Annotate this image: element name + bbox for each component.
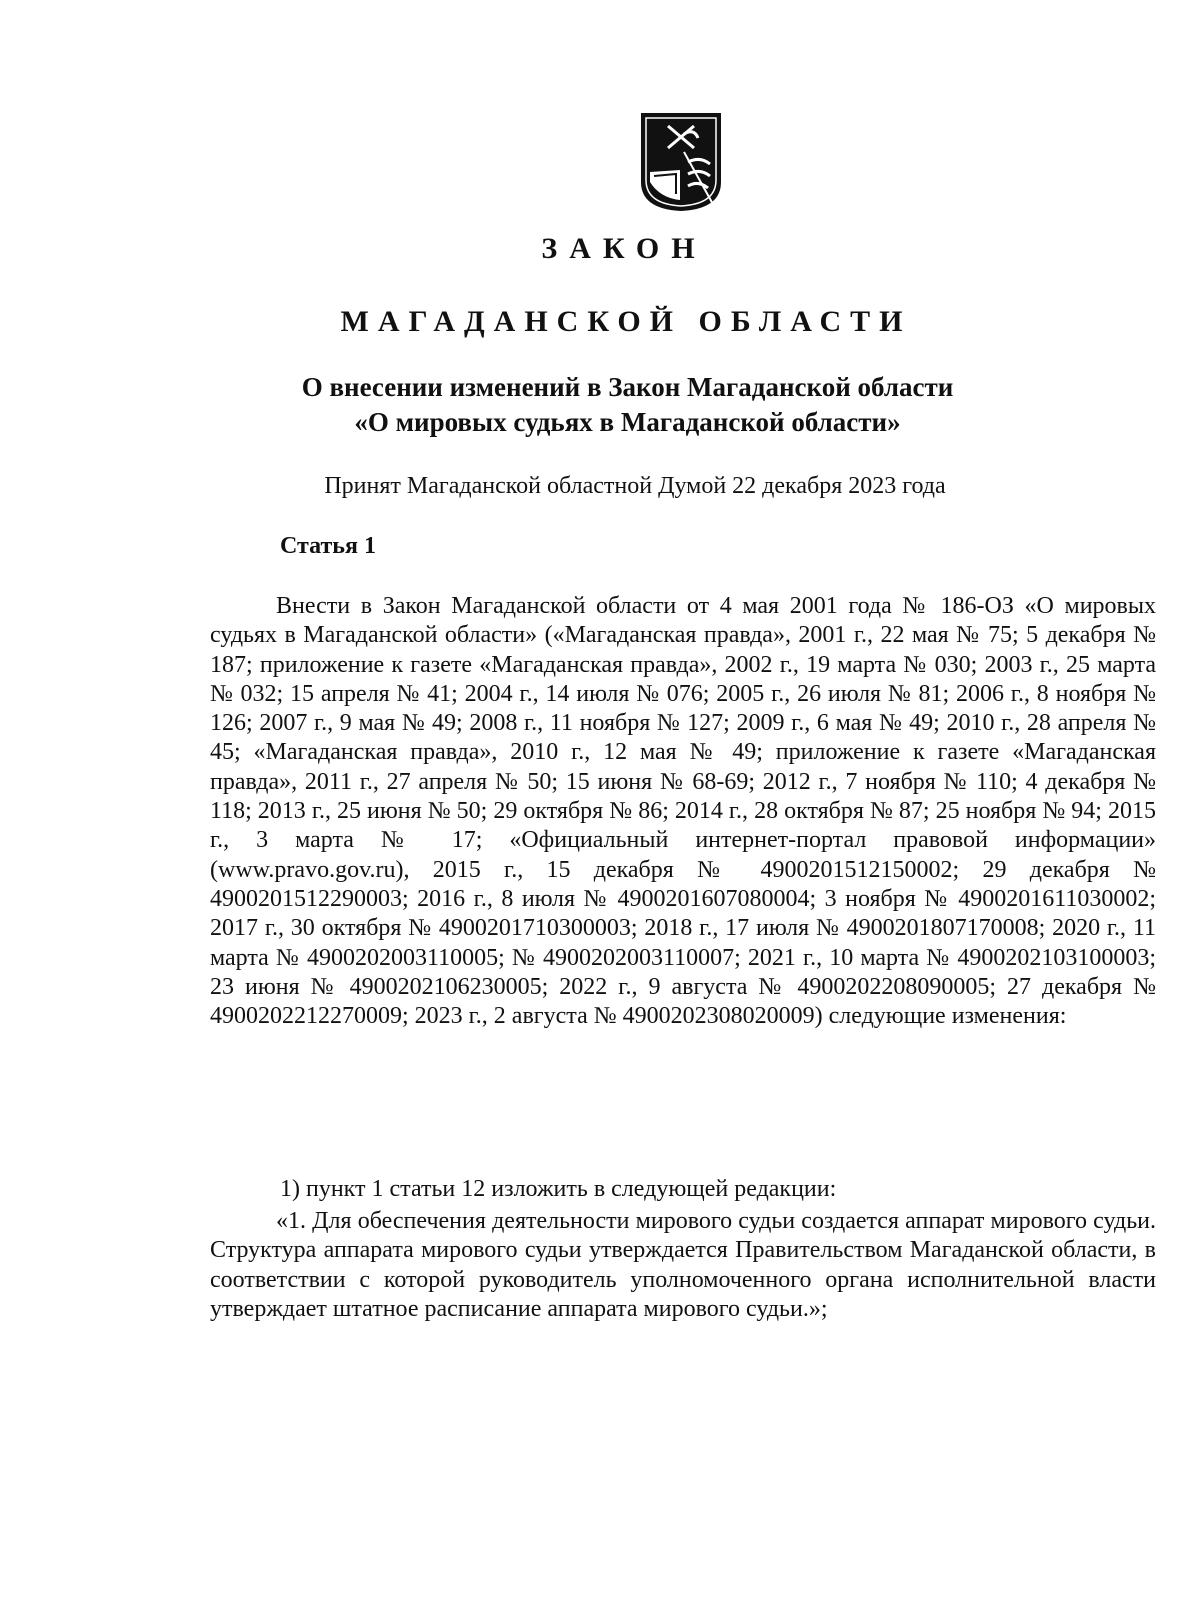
document-region: МАГАДАНСКОЙ ОБЛАСТИ [340, 305, 912, 338]
subtitle-line-2: «О мировых судьях в Магаданской области» [354, 407, 901, 437]
document-subtitle [0, 370, 1200, 440]
article-heading: Статья 1 [280, 533, 376, 559]
coat-of-arms-icon [640, 112, 722, 212]
main-paragraph: Внести в Закон Магаданской области от 4 мая 2001 года № 186-ОЗ «О мировых судьях в Магаданской области» («Магаданская правда», 2001 г., 22 мая № 75; 5 декабря № 187; приложение к газете «Магаданская правда», 2002 г., 19 марта № 030; 2003 г., 25 марта № 032; 15 апреля № 41; 2004 г., 14 июля № 076; 2005 г., 26 июля № 81; 2006 г., 8 ноября № 126; 2007 г., 9 мая № 49; 2008 г., 11 ноября № 127; 2009 г., 6 мая № 49; 2010 г., 28 апреля № 45; «Магаданская правда», 2010 г., 12 мая № 49; приложение к газете «Магаданская правда», 2011 г., 27 апреля № 50; 15 июня № 68-69; 2012 г., 7 ноября № 110; 4 декабря № 118; 2013 г., 25 июня № 50; 29 октября № 86; 2014 г., 28 октября № 87; 25 ноября № 94; 2015 г., 3 марта № 17; «Официальный интернет-портал правовой информации» (www.pravo.gov.ru), 2015 г., 15 декабря № 4900201512150002; 29 декабря № 4900201512290003; 2016 г., 8 июля № 4900201607080004; 3 ноября № 4900201611030002; 2017 г., 30 октября № 4900201710300003; 2018 г., 17 июля № 4900201807170008; 2020 г., 11 марта № 4900202003110005; № 4900202003110007; 2021 г., 10 марта № 4900202103100003; 23 июня № 4900202106230005; 2022 г., 9 августа № 4900202208090005; 27 декабря № 4900202212270009; 2023 г., 2 августа № 4900202308020009) следующие изменения: [210, 593, 1156, 1030]
adoption-date: Принят Магаданской областной Думой 22 декабря 2023 года [324, 473, 946, 499]
amendment-item-1: 1) пункт 1 статьи 12 изложить в следующей редакции: [280, 1176, 837, 1202]
subtitle-line-1: О внесении изменений в Закон Магаданской области [301, 372, 954, 402]
quoted-paragraph: «1. Для обеспечения деятельности мирового судьи создается аппарат мирового судьи. Структура аппарата мирового судьи утверждается Правительством Магаданской области, в соответствии с которой руководитель уполномоченного органа исполнительной власти утверждает штатное расписание аппарата мирового судьи.»; [210, 1208, 1156, 1322]
document-title: ЗАКОН [541, 232, 707, 265]
